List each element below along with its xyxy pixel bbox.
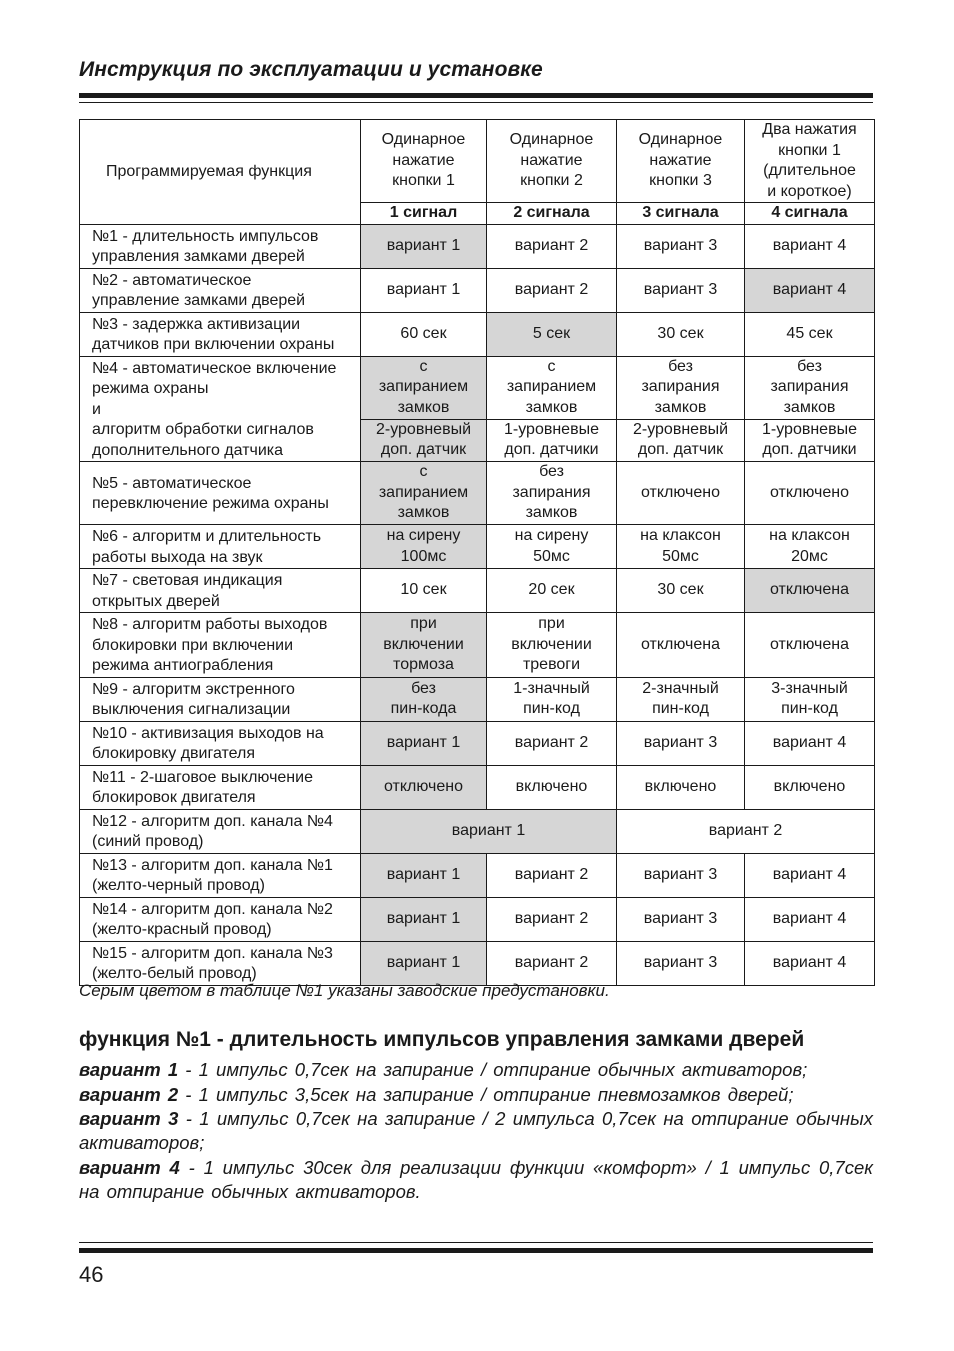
function-name: №2 - автоматическое управление замками дверей: [80, 268, 361, 312]
table-row: [80, 941, 875, 985]
option-cell: без запирания замков: [617, 356, 745, 419]
function-name: №12 - алгоритм доп. канала №4 (синий провод): [80, 809, 361, 853]
option-cell: 20 сек: [487, 569, 617, 613]
function-name: №8 - алгоритм работы выходов блокировки при включении режима антиограбления: [80, 613, 361, 678]
variant-label: вариант 3: [79, 1108, 179, 1129]
option-cell: вариант 1: [361, 809, 617, 853]
option-cell: вариант 4: [745, 941, 875, 985]
option-cell: на клаксон 20мс: [745, 525, 875, 569]
table-row: [80, 765, 875, 809]
option-cell: 5 сек: [487, 312, 617, 356]
option-cell: вариант 2: [617, 809, 875, 853]
option-cell: вариант 2: [487, 897, 617, 941]
table-row: [80, 312, 875, 356]
option-cell: вариант 4: [745, 721, 875, 765]
settings-table: [79, 119, 875, 986]
option-cell: 60 сек: [361, 312, 487, 356]
option-cell: на сирену 50мс: [487, 525, 617, 569]
option-cell: вариант 4: [745, 853, 875, 897]
table-row: [80, 569, 875, 613]
option-cell: вариант 1: [361, 268, 487, 312]
option-cell: вариант 3: [617, 224, 745, 268]
table-row: [80, 897, 875, 941]
column-header-press: Одинарное нажатие кнопки 2: [487, 120, 617, 203]
table-row: [80, 809, 875, 853]
function-name: №1 - длительность импульсов управления замками дверей: [80, 224, 361, 268]
table-row: [80, 268, 875, 312]
option-cell: вариант 3: [617, 897, 745, 941]
option-cell: 3-значный пин-код: [745, 677, 875, 721]
function-name: №7 - световая индикация открытых дверей: [80, 569, 361, 613]
table-row: [80, 677, 875, 721]
option-cell: вариант 1: [361, 853, 487, 897]
option-cell: 30 сек: [617, 312, 745, 356]
option-cell: отключено: [361, 765, 487, 809]
variant-text: - 1 импульс 30сек для реализации функции «комфорт» / 1 импульс 0,7сек на отпирание обычных активаторов.: [79, 1157, 873, 1202]
header-rule-thick: [79, 93, 873, 98]
option-cell: 1-значный пин-код: [487, 677, 617, 721]
column-header-signal: 2 сигнала: [487, 203, 617, 225]
header-rule-thin: [79, 102, 873, 103]
function-name: №3 - задержка активизации датчиков при включении охраны: [80, 312, 361, 356]
option-cell: 2-уровневый доп. датчик: [617, 419, 745, 461]
table-row: [80, 853, 875, 897]
option-cell: вариант 2: [487, 941, 617, 985]
option-cell: вариант 2: [487, 268, 617, 312]
table-row: [80, 356, 875, 419]
function-name: №14 - алгоритм доп. канала №2 (желто-красный провод): [80, 897, 361, 941]
variant-label: вариант 2: [79, 1084, 179, 1105]
function-name: №15 - алгоритм доп. канала №3 (желто-белый провод): [80, 941, 361, 985]
table-row: [80, 613, 875, 678]
footer-rule-thick: [79, 1248, 873, 1253]
option-cell: вариант 1: [361, 941, 487, 985]
option-cell: вариант 3: [617, 268, 745, 312]
variant-text: - 1 импульс 0,7сек на запирание / 2 импульса 0,7сек на отпирание обычных активаторов;: [79, 1108, 873, 1153]
option-cell: при включении тормоза: [361, 613, 487, 678]
option-cell: 1-уровневые доп. датчики: [487, 419, 617, 461]
table-row: [80, 721, 875, 765]
option-cell: включено: [617, 765, 745, 809]
variant-label: вариант 1: [79, 1059, 179, 1080]
option-cell: на клаксон 50мс: [617, 525, 745, 569]
option-cell: отключена: [745, 613, 875, 678]
option-cell: 1-уровневые доп. датчики: [745, 419, 875, 461]
page-header-title: Инструкция по эксплуатации и установке: [79, 58, 543, 81]
option-cell: 2-значный пин-код: [617, 677, 745, 721]
function-name: №5 - автоматическое перевключение режима охраны: [80, 462, 361, 525]
function-name: №10 - активизация выходов на блокировку двигателя: [80, 721, 361, 765]
option-cell: 30 сек: [617, 569, 745, 613]
variant-paragraph: [79, 1083, 873, 1107]
option-cell: 10 сек: [361, 569, 487, 613]
column-header-signal: 3 сигнала: [617, 203, 745, 225]
option-cell: 45 сек: [745, 312, 875, 356]
option-cell: вариант 4: [745, 224, 875, 268]
option-cell: вариант 3: [617, 853, 745, 897]
option-cell: вариант 2: [487, 853, 617, 897]
table-row: [80, 462, 875, 525]
function-name: №4 - автоматическое включение режима охраны и алгоритм обработки сигналов дополнительного датчика: [80, 356, 361, 462]
table-row: [80, 224, 875, 268]
column-header-press: Одинарное нажатие кнопки 1: [361, 120, 487, 203]
table-footnote: Серым цветом в таблице №1 указаны заводские предустановки.: [79, 981, 610, 1000]
column-header-signal: 1 сигнал: [361, 203, 487, 225]
option-cell: с запиранием замков: [361, 462, 487, 525]
option-cell: вариант 2: [487, 721, 617, 765]
option-cell: вариант 4: [745, 897, 875, 941]
option-cell: отключена: [745, 569, 875, 613]
option-cell: вариант 3: [617, 941, 745, 985]
option-cell: без запирания замков: [487, 462, 617, 525]
table-row: [80, 525, 875, 569]
function-name: №13 - алгоритм доп. канала №1 (желто-черный провод): [80, 853, 361, 897]
option-cell: вариант 1: [361, 897, 487, 941]
option-cell: вариант 1: [361, 224, 487, 268]
option-cell: с запиранием замков: [487, 356, 617, 419]
option-cell: на сирену 100мс: [361, 525, 487, 569]
variant-paragraph: [79, 1156, 873, 1204]
option-cell: включено: [487, 765, 617, 809]
function-name: №6 - алгоритм и длительность работы выхода на звук: [80, 525, 361, 569]
footer-rule-thin: [79, 1242, 873, 1243]
column-header-signal: 4 сигнала: [745, 203, 875, 225]
option-cell: вариант 4: [745, 268, 875, 312]
option-cell: при включении тревоги: [487, 613, 617, 678]
variant-text: - 1 импульс 3,5сек на запирание / отпирание пневмозамков дверей;: [178, 1084, 794, 1105]
column-header-press: Одинарное нажатие кнопки 3: [617, 120, 745, 203]
function-column-header: Программируемая функция: [80, 120, 361, 225]
option-cell: вариант 2: [487, 224, 617, 268]
option-cell: отключено: [617, 462, 745, 525]
option-cell: без запирания замков: [745, 356, 875, 419]
section-heading: функция №1 - длительность импульсов управления замками дверей: [79, 1028, 805, 1051]
option-cell: отключено: [745, 462, 875, 525]
option-cell: отключена: [617, 613, 745, 678]
variant-text: - 1 импульс 0,7сек на запирание / отпирание обычных активаторов;: [178, 1059, 808, 1080]
variant-paragraph: [79, 1107, 873, 1155]
variant-label: вариант 4: [79, 1157, 180, 1178]
option-cell: вариант 3: [617, 721, 745, 765]
column-header-press: Два нажатия кнопки 1 (длительное и короткое): [745, 120, 875, 203]
option-cell: 2-уровневый доп. датчик: [361, 419, 487, 461]
option-cell: без пин-кода: [361, 677, 487, 721]
option-cell: включено: [745, 765, 875, 809]
variant-paragraph: [79, 1058, 873, 1082]
page-number: 46: [79, 1262, 104, 1287]
option-cell: с запиранием замков: [361, 356, 487, 419]
option-cell: вариант 1: [361, 721, 487, 765]
function-name: №9 - алгоритм экстренного выключения сигнализации: [80, 677, 361, 721]
function-name: №11 - 2-шаговое выключение блокировок двигателя: [80, 765, 361, 809]
